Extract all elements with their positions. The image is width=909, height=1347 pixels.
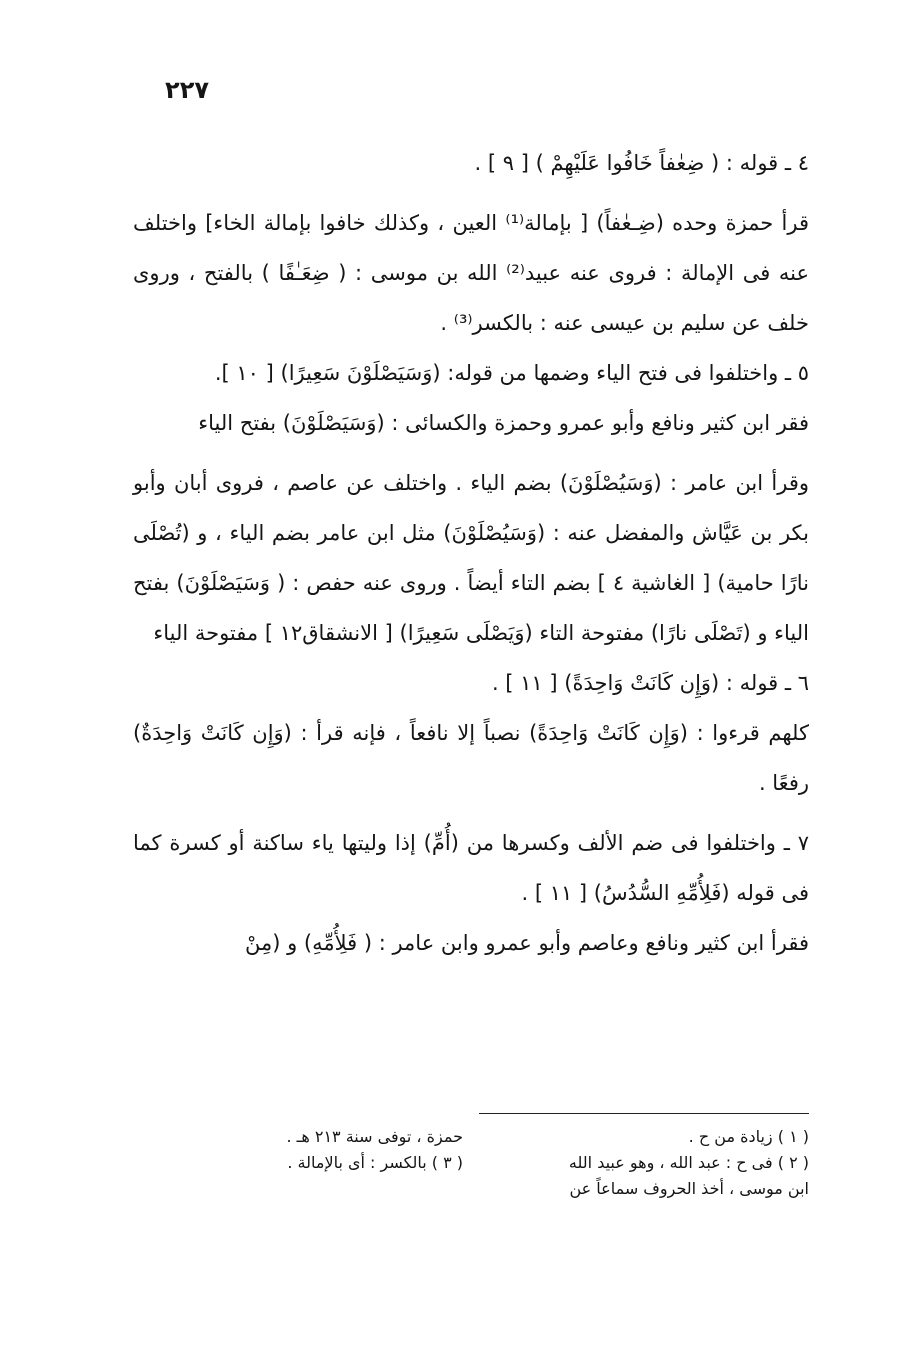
footnote-row: [133, 1176, 809, 1202]
paragraph-ibn-kathir-read-umm: فقرأ ابن كثير ونافع وعاصم وأبو عمرو وابن عامر : ( فَلِأُمِّهِ) و (مِنْ: [244, 931, 809, 955]
paragraph-item-5: ٥ ـ واختلفوا فى فتح الياء وضمها من قوله: (وَسَيَصْلَوْنَ سَعِيرًا) [ ١٠ ].: [214, 361, 809, 385]
paragraph-hamza-reading: قرأ حمزة وحده (ضِـعٰفاً) [ بإمالة⁽¹⁾ العين ، وكذلك خافوا بإمالة الخاء] واختلف عنه فى الإمالة : فروى عنه عبيد⁽²⁾ الله بن موسى : ( ضِعَـٰفًا ) بالفتح ، وروى خلف عن سليم بن عيسى عنه : بالكسر⁽³⁾ .: [133, 211, 810, 335]
footnote-3: ( ٣ ) بالكسر : أى بالإمالة .: [287, 1153, 463, 1172]
footnote-2-continuation: ابن موسى ، أخذ الحروف سماعاً عن: [569, 1179, 809, 1198]
footnote-separator: [479, 1113, 809, 1114]
paragraph-ibn-kathir-reading: فقر ابن كثير ونافع وأبو عمرو وحمزة والكسائى : (وَسَيَصْلَوْنَ) بفتح الياء: [198, 411, 809, 435]
footnote-row: [133, 1124, 809, 1150]
paragraph-all-read: كلهم قرءوا : (وَإِن كَانَتْ وَاحِدَةً) نصباً إلا نافعاً ، فإنه قرأ : (وَإِن كَانَتْ وَاحِدَةٌ) رفعًا .: [133, 721, 809, 795]
footnote-1: ( ١ ) زيادة من ح .: [688, 1127, 809, 1146]
paragraph-item-6: ٦ ـ قوله : (وَإِن كَانَتْ وَاحِدَةً) [ ١١ ] .: [491, 671, 809, 695]
paragraph-ibn-amer-reading: وقرأ ابن عامر : (وَسَيُصْلَوْنَ) بضم الياء . واختلف عن عاصم ، فروى أبان وأبو بكر بن عَيَّاش والمفضل عنه : (وَسَيُصْلَوْنَ) مثل ابن عامر بضم الياء ، و (تُصْلَى نارًا حامية) [ الغاشية ٤ ] بضم التاء أيضاً . وروى عنه حفص : ( وَسَيَصْلَوْنَ) بفتح الياء و (تَصْلَى نارًا) مفتوحة التاء (وَيَصْلَى سَعِيرًا) [ الانشقاق١٢ ] مفتوحة الياء: [133, 471, 810, 645]
footnotes: [133, 1124, 809, 1202]
footnote-2: ( ٢ ) فى ح : عبد الله ، وهو عبيد الله: [568, 1153, 809, 1172]
page-number: ٢٢٧: [165, 76, 209, 104]
paragraph-item-4: ٤ ـ قوله : ( ضِعٰفاً خَافُوا عَلَيْهِمْ ) [ ٩ ] .: [474, 151, 809, 175]
paragraph-item-7: ٧ ـ واختلفوا فى ضم الألف وكسرها من (أُمِّ) إذا وليتها ياء ساكنة أو كسرة كما فى قوله (فَلِأُمِّهِ السُّدُسُ) [ ١١ ] .: [133, 831, 809, 905]
main-text: [133, 138, 809, 968]
footnote-row: [133, 1150, 809, 1176]
footnote-empty: [133, 1176, 463, 1202]
footnote-continuation: حمزة ، توفى سنة ٢١٣ هـ .: [286, 1127, 463, 1146]
